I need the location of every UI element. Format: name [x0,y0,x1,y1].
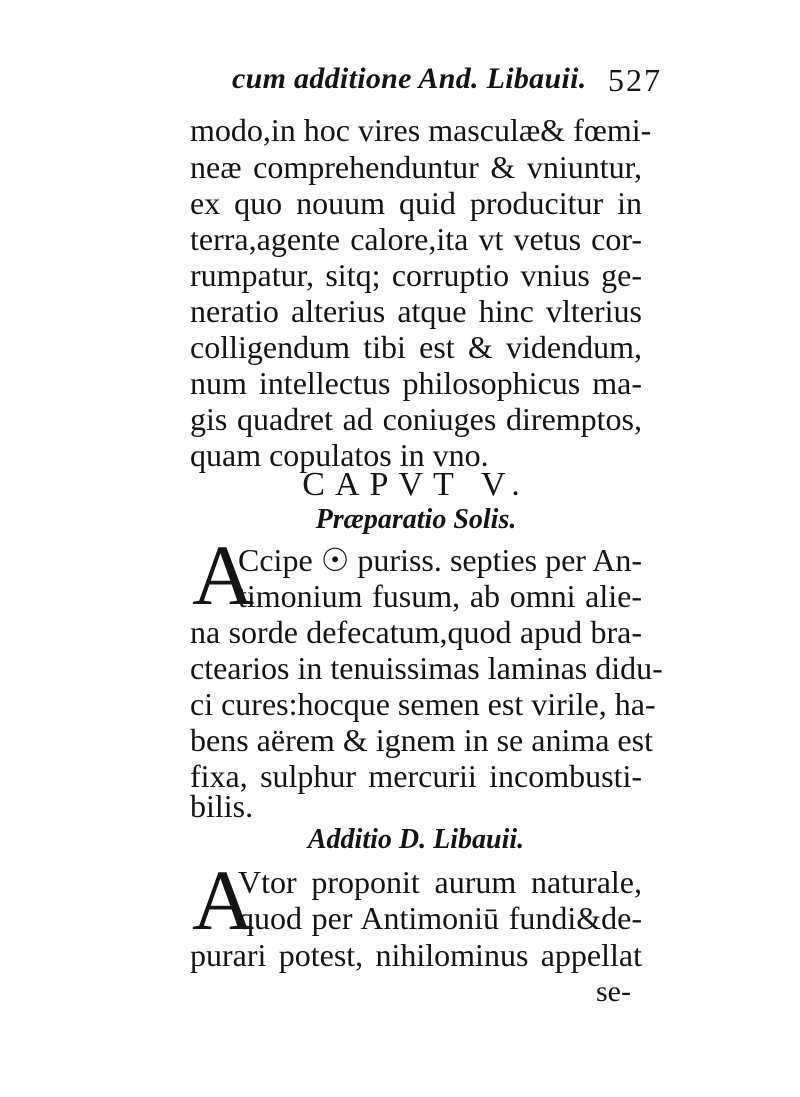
chapter-subheading: Præparatio Solis. [315,504,517,535]
text-line: neæ comprehenduntur & vniuntur, [190,149,642,185]
text-line: modo,in hoc vires masculæ& fœmi- [190,112,652,148]
addition-heading: Additio D. Libauii. [307,824,525,855]
text-line: neratio alterius atque hinc vlterius [190,293,642,329]
text-line: Vtor proponit aurum naturale, [238,864,642,900]
text-line: num intellectus philosophicus ma- [190,365,642,401]
running-title: cum additione And. Libauii. [232,62,587,95]
page-number: 527 [608,62,662,98]
text-line: ex quo nouum quid producitur in [190,185,642,221]
text-line: ci cures:hocque semen est virile, ha- [190,686,656,722]
text-line: timonium fusum, ab omni alie- [238,578,642,614]
text-line: bilis. [190,788,254,824]
text-line: fixa, sulphur mercurii incombusti- [190,758,642,794]
text-line: ctearios in tenuissimas laminas didu- [190,650,663,686]
page-header [232,62,662,112]
text-line: rumpatur, sitq; corruptio vnius ge- [190,257,642,293]
text-line: bens aërem & ignem in se anima est [190,722,653,758]
catchword: se- [596,975,631,1008]
text-line: quod per Antimoniū fundi&de- [238,900,642,936]
text-line: gis quadret ad coniuges diremptos, [190,401,642,437]
text-line: na sorde defecatum,quod apud bra- [190,614,642,650]
drop-cap: A [192,527,255,623]
text-line: purari potest, nihilominus appellat [190,937,642,973]
text-line: terra,agente calore,ita vt vetus cor- [190,221,642,257]
chapter-heading: CAPVT V. [302,466,530,503]
text-line: colligendum tibi est & videndum, [190,329,642,365]
drop-cap: A [192,852,255,948]
text-line: quam copulatos in vno. [190,437,489,473]
text-line: Ccipe ☉ puriss. septies per An- [238,542,642,578]
